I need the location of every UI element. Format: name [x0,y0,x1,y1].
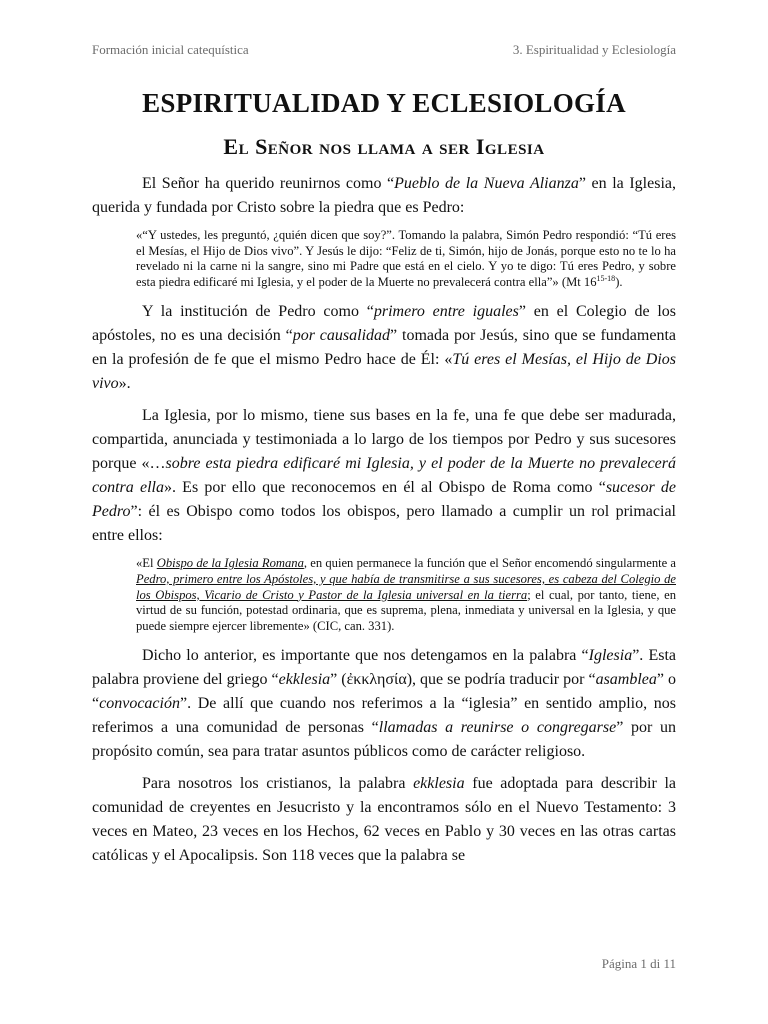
text-run: ” por un propósito común, sea para tratar asuntos públicos como de carácter religioso. [92,719,676,761]
underlined-italic-run: Obispo de la Iglesia Romana [156,556,304,571]
italic-run: Iglesia [588,647,633,665]
italic-run: convocación [99,695,180,713]
italic-run: sucesor de Pedro [92,479,677,521]
paragraph-4 [92,644,676,764]
quote-matthew [136,228,676,290]
italic-run: Pueblo de la Nueva Alianza [394,175,579,192]
text-run: ” en la Iglesia, querida y fundada por Cristo sobre la piedra que es Pedro: [92,175,677,216]
text-run: ». [118,375,131,393]
text-run: Para nosotros los cristianos, la palabra [142,775,414,793]
text-run: El Señor ha querido reunirnos como “ [142,175,395,192]
text-run: ”. De allí que cuando nos referimos a la “iglesia” en sentido amplio, nos referimos a una comunidad de personas “ [92,695,676,737]
italic-run: llamadas a reunirse o congregarse [378,719,617,737]
running-header [92,42,676,58]
section-subtitle: El Señor nos llama a ser Iglesia [223,134,545,159]
text-run: Y la institución de Pedro como “ [142,303,374,321]
text-run: ” en el Colegio de los apóstoles, no es una decisión “ [92,303,677,345]
text-run: fue adoptada para describir la comunidad de creyentes en Jesucristo y la encontramos sólo en el Nuevo Testamento: 3 veces en Mateo, 23 veces en los Hechos, 62 veces en Pablo y 30 veces en las otras cartas católicas y el Apocalipsis. Son 118 veces que la palabra se [92,775,677,865]
text-run: ” (ἐκκλησία), que se podría traducir por “ [330,671,596,689]
text-run: La Iglesia, por lo mismo, tiene sus bases en la fe, una fe que debe ser madurada, compartida, anunciada y testimoniada a lo largo de los tiempos por Pedro y sus sucesores porque «… [92,407,676,473]
text-run: Dicho lo anterior, es importante que nos detengamos en la palabra “ [142,647,589,665]
header-left: Formación inicial catequística [92,42,249,57]
paragraph-3 [92,404,676,548]
text-run: ». Es por ello que reconocemos en él al Obispo de Roma como “ [163,479,606,497]
text-run: ”: él es Obispo como todos los obispos, pero llamado a cumplir un rol primacial entre ellos: [92,503,676,545]
paragraph-5 [92,772,676,868]
page-number: Página 1 di 11 [601,956,676,971]
text-run: ”. Esta palabra proviene del griego “ [92,647,676,689]
quote-canon-law [136,556,676,634]
italic-run: ekklesia [278,671,331,689]
text-run: ). [615,274,623,289]
italic-run: ekklesia [413,775,465,793]
underlined-italic-run: Pedro, primero entre los Apóstoles, y que había de transmitirse a sus sucesores, es cabeza del Colegio de los Obispos, Vicario de Cristo y Pastor de la Iglesia universal en la tierra [136,571,676,602]
italic-run: asamblea [595,671,657,689]
header-right: 3. Espiritualidad y Eclesiología [512,42,676,57]
italic-run: primero entre iguales [373,303,519,321]
paragraph-1 [92,172,676,220]
paragraph-2 [92,300,676,396]
italic-run: por causalidad [292,327,391,345]
document-title: ESPIRITUALIDAD Y ECLESIOLOGÍA [142,88,626,118]
text-run: ” o “ [92,671,676,713]
document-body [92,86,676,876]
text-run: «“Y ustedes, les preguntó, ¿quién dicen que soy?”. Tomando la palabra, Simón Pedro respondió: “Tú eres el Mesías, el Hijo de Dios vivo”. Y Jesús le dijo: “Feliz de ti, Simón, hijo de Jonás, porque esto no te lo ha revelado ni la carne ni la sangre, sino mi Padre que está en el cielo. Y yo te digo: Tú eres Pedro, y sobre esta piedra edificaré mi Iglesia, y el poder de la Muerte no prevalecerá contra ella”» (Mt 16 [136,228,676,289]
italic-run: sobre esta piedra edificaré mi Iglesia, y el poder de la Muerte no prevalecerá contra ella [92,455,676,497]
text-run: ” tomada por Jesús, sino que se fundamenta en la profesión de fe que el mismo Pedro hace de Él: « [92,327,676,369]
text-run: ; el cual, por tanto, tiene, en virtud de su función, potestad ordinaria, que es suprema, plena, inmediata y universal en la Iglesia, y que puede siempre ejercer libremente» (CIC, can. 331). [136,587,676,633]
text-run: «El [136,556,157,571]
verse-superscript: 15-18 [596,273,616,283]
italic-run: Tú eres el Mesías, el Hijo de Dios vivo [92,351,677,393]
text-run: , en quien permanece la función que el Señor encomendó singularmente a [303,556,677,571]
